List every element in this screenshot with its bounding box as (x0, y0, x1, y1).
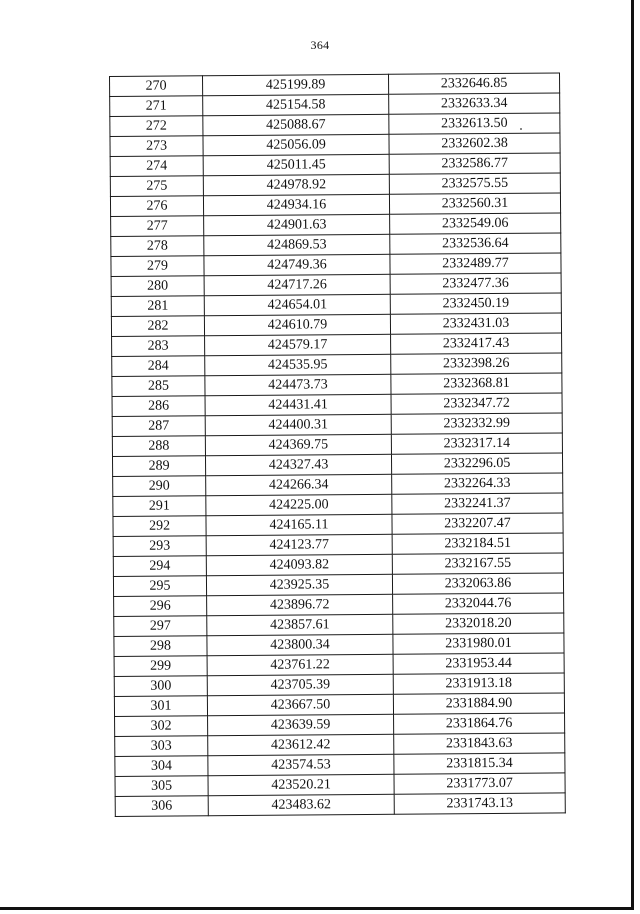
point-number-cell: 294 (113, 556, 206, 577)
point-number-cell: 275 (110, 176, 203, 197)
y-coordinate-cell: 2332398.26 (391, 353, 562, 374)
y-coordinate-cell: 2331980.01 (393, 633, 564, 654)
table-row (115, 773, 565, 797)
x-coordinate-cell: 423800.34 (207, 634, 393, 655)
x-coordinate-cell: 424535.95 (205, 354, 391, 375)
y-coordinate-cell: 2332549.06 (390, 213, 561, 234)
coordinate-table-body (110, 73, 566, 817)
table-row (111, 253, 561, 277)
y-coordinate-cell: 2332536.64 (390, 233, 561, 254)
y-coordinate-cell: 2332347.72 (391, 393, 562, 414)
y-coordinate-cell: 2332317.14 (391, 433, 562, 454)
point-number-cell: 287 (112, 416, 205, 437)
table-row (111, 313, 561, 337)
point-number-cell: 302 (115, 716, 208, 737)
x-coordinate-cell: 425154.58 (203, 94, 389, 115)
table-row (112, 433, 562, 457)
x-coordinate-cell: 424901.63 (204, 214, 390, 235)
x-coordinate-cell: 424579.17 (205, 334, 391, 355)
y-coordinate-cell: 2332602.38 (389, 133, 560, 154)
x-coordinate-cell: 424266.34 (206, 474, 392, 495)
point-number-cell: 270 (110, 76, 203, 97)
point-number-cell: 289 (112, 456, 205, 477)
y-coordinate-cell: 2332417.43 (391, 333, 562, 354)
x-coordinate-cell: 423667.50 (207, 694, 393, 715)
y-coordinate-cell: 2331773.07 (394, 773, 565, 794)
y-coordinate-cell: 2332560.31 (389, 193, 560, 214)
point-number-cell: 272 (110, 116, 203, 137)
y-coordinate-cell: 2332613.50 (389, 113, 560, 134)
x-coordinate-cell: 424869.53 (204, 234, 390, 255)
table-row (110, 93, 560, 117)
x-coordinate-cell: 423857.61 (207, 614, 393, 635)
point-number-cell: 300 (114, 676, 207, 697)
point-number-cell: 292 (113, 516, 206, 537)
table-row (111, 233, 561, 257)
x-coordinate-cell: 423612.42 (208, 734, 394, 755)
y-coordinate-cell: 2332633.34 (389, 93, 560, 114)
table-row (110, 73, 560, 97)
table-row (110, 193, 560, 217)
point-number-cell: 295 (113, 576, 206, 597)
x-coordinate-cell: 423639.59 (208, 714, 394, 735)
point-number-cell: 298 (114, 636, 207, 657)
y-coordinate-cell: 2332167.55 (392, 553, 563, 574)
y-coordinate-cell: 2332477.36 (390, 273, 561, 294)
x-coordinate-cell: 424749.36 (204, 254, 390, 275)
table-row (112, 353, 562, 377)
table-row (110, 133, 560, 157)
table-row (113, 573, 563, 597)
point-number-cell: 277 (111, 216, 204, 237)
y-coordinate-cell: 2332241.37 (392, 493, 563, 514)
table-row (112, 453, 562, 477)
x-coordinate-cell: 424431.41 (205, 394, 391, 415)
x-coordinate-cell: 424978.92 (203, 174, 389, 195)
point-number-cell: 301 (114, 696, 207, 717)
x-coordinate-cell: 424327.43 (205, 454, 391, 475)
table-row (114, 633, 564, 657)
x-coordinate-cell: 425011.45 (203, 154, 389, 175)
y-coordinate-cell: 2332044.76 (393, 593, 564, 614)
x-coordinate-cell: 424717.26 (204, 274, 390, 295)
point-number-cell: 306 (115, 796, 208, 817)
table-row (110, 153, 560, 177)
x-coordinate-cell: 424400.31 (205, 414, 391, 435)
table-row (115, 713, 565, 737)
x-coordinate-cell: 425199.89 (203, 74, 389, 95)
table-row (112, 333, 562, 357)
x-coordinate-cell: 425088.67 (203, 114, 389, 135)
scan-speck (520, 128, 522, 130)
y-coordinate-cell: 2332646.85 (388, 73, 559, 94)
table-row (110, 173, 560, 197)
point-number-cell: 274 (110, 156, 203, 177)
point-number-cell: 286 (112, 396, 205, 417)
y-coordinate-cell: 2332489.77 (390, 253, 561, 274)
table-row (111, 213, 561, 237)
point-number-cell: 271 (110, 96, 203, 117)
y-coordinate-cell: 2332184.51 (392, 533, 563, 554)
point-number-cell: 304 (115, 756, 208, 777)
table-row (115, 753, 565, 777)
x-coordinate-cell: 424610.79 (204, 314, 390, 335)
y-coordinate-cell: 2332264.33 (392, 473, 563, 494)
point-number-cell: 284 (112, 356, 205, 377)
point-number-cell: 280 (111, 276, 204, 297)
y-coordinate-cell: 2332586.77 (389, 153, 560, 174)
x-coordinate-cell: 423761.22 (207, 654, 393, 675)
table-row (114, 593, 564, 617)
x-coordinate-cell: 423896.72 (207, 594, 393, 615)
point-number-cell: 303 (115, 736, 208, 757)
table-row (112, 373, 562, 397)
table-row (114, 653, 564, 677)
x-coordinate-cell: 423520.21 (208, 774, 394, 795)
table-row (113, 553, 563, 577)
point-number-cell: 288 (112, 436, 205, 457)
x-coordinate-cell: 424473.73 (205, 374, 391, 395)
point-number-cell: 299 (114, 656, 207, 677)
table-row (113, 533, 563, 557)
point-number-cell: 297 (114, 616, 207, 637)
y-coordinate-cell: 2332450.19 (390, 293, 561, 314)
x-coordinate-cell: 424123.77 (206, 534, 392, 555)
point-number-cell: 290 (113, 476, 206, 497)
y-coordinate-cell: 2331884.90 (393, 693, 564, 714)
y-coordinate-cell: 2331743.13 (394, 793, 565, 814)
table-row (115, 733, 565, 757)
table-row (114, 693, 564, 717)
y-coordinate-cell: 2332018.20 (393, 613, 564, 634)
point-number-cell: 285 (112, 376, 205, 397)
point-number-cell: 273 (110, 136, 203, 157)
point-number-cell: 282 (111, 316, 204, 337)
x-coordinate-cell: 424225.00 (206, 494, 392, 515)
x-coordinate-cell: 424093.82 (206, 554, 392, 575)
point-number-cell: 281 (111, 296, 204, 317)
point-number-cell: 276 (110, 196, 203, 217)
point-number-cell: 296 (114, 596, 207, 617)
y-coordinate-cell: 2332207.47 (392, 513, 563, 534)
x-coordinate-cell: 423705.39 (207, 674, 393, 695)
x-coordinate-cell: 423483.62 (208, 794, 394, 815)
x-coordinate-cell: 424934.16 (203, 194, 389, 215)
table-row (114, 673, 564, 697)
table-row (111, 293, 561, 317)
point-number-cell: 305 (115, 776, 208, 797)
table-row (111, 273, 561, 297)
y-coordinate-cell: 2331953.44 (393, 653, 564, 674)
point-number-cell: 279 (111, 256, 204, 277)
table-row (110, 113, 560, 137)
point-number-cell: 283 (112, 336, 205, 357)
x-coordinate-cell: 423925.35 (206, 574, 392, 595)
table-row (113, 493, 563, 517)
y-coordinate-cell: 2332368.81 (391, 373, 562, 394)
y-coordinate-cell: 2331815.34 (394, 753, 565, 774)
table-row (115, 793, 565, 817)
x-coordinate-cell: 425056.09 (203, 134, 389, 155)
x-coordinate-cell: 424165.11 (206, 514, 392, 535)
table-row (112, 413, 562, 437)
x-coordinate-cell: 424654.01 (204, 294, 390, 315)
coordinate-table (109, 72, 566, 817)
y-coordinate-cell: 2332332.99 (391, 413, 562, 434)
page-number: 364 (310, 38, 330, 52)
x-coordinate-cell: 423574.53 (208, 754, 394, 775)
y-coordinate-cell: 2331864.76 (394, 713, 565, 734)
y-coordinate-cell: 2332431.03 (390, 313, 561, 334)
table-row (113, 513, 563, 537)
y-coordinate-cell: 2332063.86 (392, 573, 563, 594)
y-coordinate-cell: 2332575.55 (389, 173, 560, 194)
y-coordinate-cell: 2332296.05 (391, 453, 562, 474)
point-number-cell: 293 (113, 536, 206, 557)
point-number-cell: 291 (113, 496, 206, 517)
y-coordinate-cell: 2331913.18 (393, 673, 564, 694)
y-coordinate-cell: 2331843.63 (394, 733, 565, 754)
table-row (114, 613, 564, 637)
point-number-cell: 278 (111, 236, 204, 257)
x-coordinate-cell: 424369.75 (205, 434, 391, 455)
table-row (113, 473, 563, 497)
table-row (112, 393, 562, 417)
